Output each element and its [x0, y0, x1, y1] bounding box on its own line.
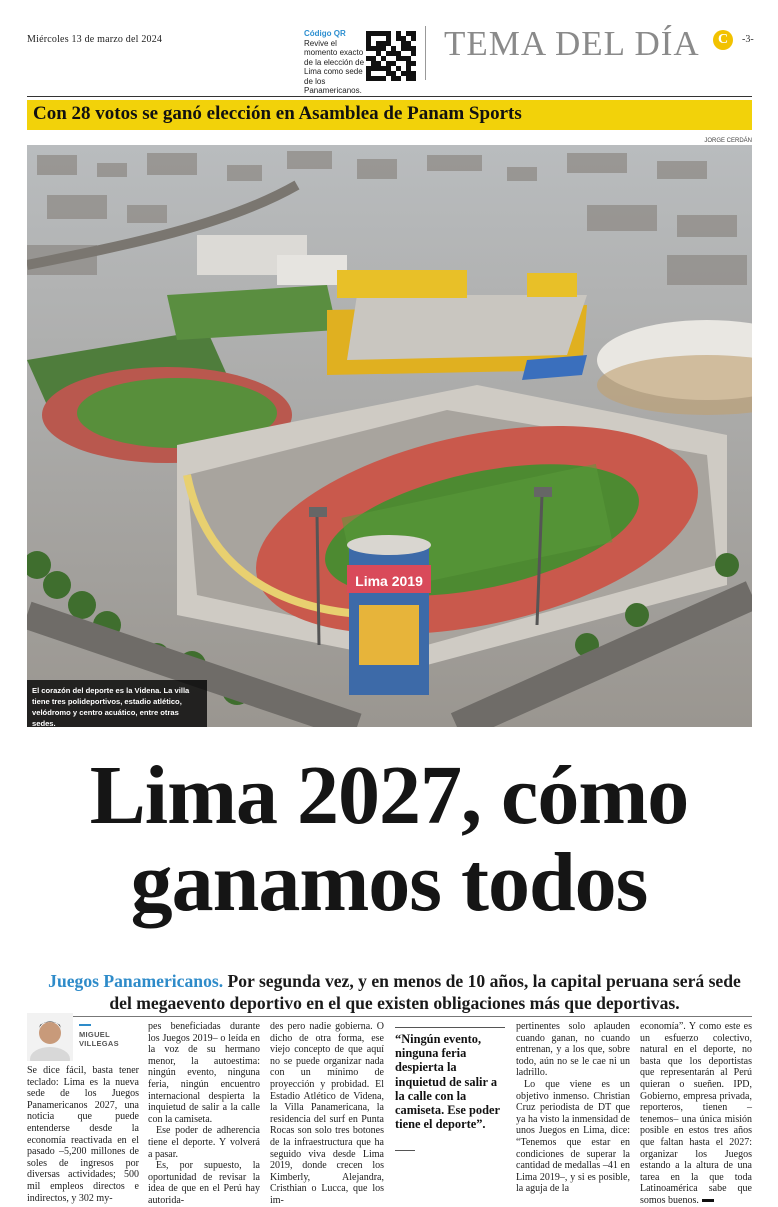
deck-kicker: Juegos Panamericanos.: [48, 971, 224, 991]
pull-quote: “Ningún evento, ninguna feria despierta la inquietud de salir a la calle con la camiseta. Ese poder tiene el deporte”.: [395, 1032, 500, 1132]
header-rule: [27, 96, 752, 97]
author-first-name: MIGUEL: [79, 1030, 110, 1039]
author-accent: [79, 1024, 91, 1026]
paragraph: [640, 1021, 752, 1207]
qr-label: [304, 29, 366, 96]
tower-label: Lima 2019: [355, 573, 423, 589]
pull-quote-end-rule: [395, 1150, 415, 1151]
main-headline: [0, 749, 778, 929]
paragraph-text: economía”. Y como este es un esfuerzo colectivo, natural en el deporte, no basta que los deportistas que representarán al Perú quieran o sueñen. IPD, Gobierno, empresa privada, reporteros, tienen –tenemos– una única misión posible en estos tres años que faltan hasta el 2027: organizar los Juegos estando a la altura de una tarea en la que toda Latinoamérica sabe que somos buenos.: [640, 1021, 752, 1206]
headline-line-2: ganamos todos: [130, 836, 648, 929]
paragraph: des pero nadie gobierna. O dicho de otra forma, ese viejo concepto de que aquí no se puede organizar nada con un mínimo de proyección y probidad. El Estadio Atlético de Videna, la Villa Panamericana, la residencia del surf en Punta Rocas son solo tres botones de la infraestructura que ha seguido viva desde Lima 2019, donde crecen los Kimberly, Alejandra, Cristhian o Lucca, que los im-: [270, 1021, 384, 1206]
author-byline: [79, 1030, 119, 1048]
page-number: -3-: [742, 34, 754, 45]
paragraph: Se dice fácil, basta tener teclado: Lima es la nueva sede de los Juegos Panamericanos 2027, una noticia que puede entenderse desde la economía reactivada en el pasado –5,200 millones de soles de ingresos por diversas actividades; 500 mil empleos directos e indirectos, y 302 my-: [27, 1065, 139, 1204]
deck-rule: [27, 1016, 752, 1017]
qr-title: Código QR: [304, 29, 346, 38]
pull-quote-rule: [395, 1027, 505, 1028]
stadium-aerial-photo: [27, 145, 752, 727]
photo-credit: JORGE CERDÁN: [704, 138, 752, 144]
deck: [37, 970, 752, 1014]
qr-code-pattern: [366, 31, 416, 81]
deck-text: Por segunda vez, y en menos de 10 años, la capital peruana será sede del megaevento deportivo en el que existen obligaciones más que deportivas.: [109, 971, 741, 1013]
body-column-1: [27, 1065, 139, 1204]
headline-line-1: Lima 2027, cómo: [89, 749, 689, 842]
section-title: TEMA DEL DÍA: [444, 24, 700, 63]
paragraph: Ese poder de adherencia tiene el deporte. Y volverá a pasar.: [148, 1125, 260, 1160]
header-divider: [425, 26, 426, 80]
paragraph: Es, por supuesto, la oportunidad de revisar la idea de que en el Perú hay autorida-: [148, 1160, 260, 1206]
paragraph: pertinentes solo aplauden cuando ganan, no cuando entrenan, y a los que, sobre todo, aún no se le cae ni un ladrillo.: [516, 1021, 630, 1079]
body-column-3: [270, 1021, 384, 1207]
newspaper-logo-icon: C: [713, 30, 733, 50]
body-column-2: [148, 1021, 260, 1207]
photo-caption: El corazón del deporte es la Videna. La villa tiene tres polideportivos, estadio atlético, velódromo y centro acuático, entre otras sedes.: [32, 686, 190, 728]
qr-module: [411, 76, 416, 81]
qr-description: Revive el momento exacto de la elección de Lima como sede de los Panamericanos.: [304, 38, 365, 95]
paragraph: Lo que viene es un objetivo inmenso. Christian Cruz periodista de DT que ya ha visto la inmensidad de unos Juegos en Lima, dice: “Tenemos que estar en condiciones de superar la cantidad de medallas –41 en Lima 2019–, y si es posible, la aguja de la: [516, 1078, 630, 1195]
qr-code[interactable]: [366, 31, 416, 81]
body-column-6: [640, 1021, 752, 1207]
edition-date: Miércoles 13 de marzo del 2024: [27, 34, 163, 45]
author-last-name: VILLEGAS: [79, 1039, 119, 1048]
paragraph: pes beneficiadas durante los Juegos 2019– o leída en la voz de su hermano menor, la autoestima: ningún evento, ninguna feria, ningún encuentro internacional despierta la inquietud de salir a la calle con la camiseta.: [148, 1021, 260, 1125]
body-column-5: [516, 1021, 630, 1195]
kicker-headline: Con 28 votos se ganó elección en Asamblea de Panam Sports: [33, 103, 522, 124]
author-avatar: [27, 1013, 73, 1061]
